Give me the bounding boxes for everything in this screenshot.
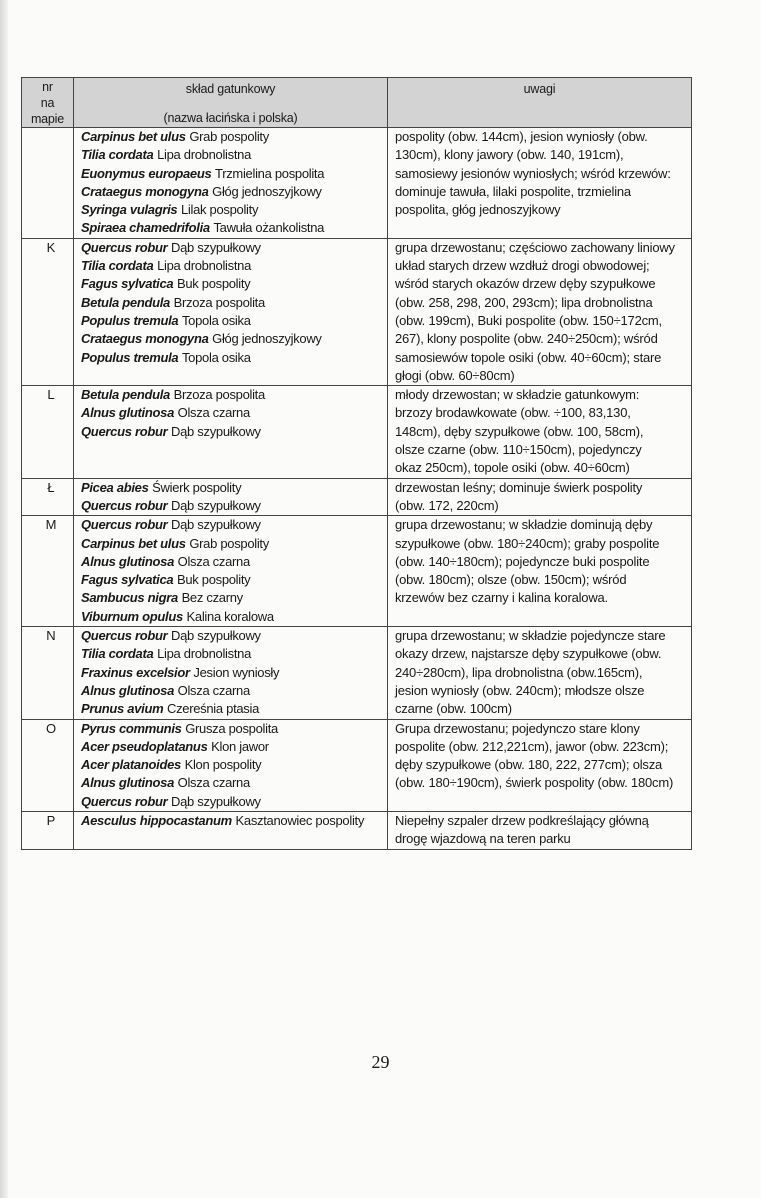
notes-line: Niepełny szpaler drzew podkreślający główną [395, 812, 649, 828]
latin-name: Crataegus monogyna [81, 183, 209, 199]
latin-name: Tilia cordata [81, 147, 154, 163]
map-number-cell: Ł [22, 478, 74, 516]
polish-name: Czereśnia ptasia [167, 701, 260, 717]
species-entry [81, 627, 387, 645]
notes-line: wśród starych okazów drzew dęby szypułkowe [395, 276, 656, 292]
species-entry [81, 146, 387, 164]
map-number-cell: P [22, 811, 74, 849]
species-table [21, 77, 692, 850]
notes-line: głogi (obw. 60÷80cm) [395, 367, 515, 383]
notes-line: 130cm), klony jawory (obw. 140, 191cm), [395, 147, 624, 163]
species-entry [81, 423, 387, 441]
species-entry [81, 219, 387, 237]
species-entry [81, 571, 387, 589]
species-entry [81, 682, 387, 700]
polish-name: Kasztanowiec pospolity [235, 812, 365, 828]
notes-line: 148cm), dęby szypułkowe (obw. 100, 58cm), [395, 423, 644, 439]
notes-cell [388, 386, 692, 478]
notes-line: układ starych drzew wzdłuż drogi obwodowej; [395, 258, 650, 274]
header-nr [22, 78, 74, 128]
species-entry [81, 201, 387, 219]
notes-line: drogę wjazdową na teren parku [395, 831, 571, 847]
polish-name: Olsza czarna [177, 775, 250, 791]
table-row [22, 478, 692, 516]
species-entry [81, 738, 387, 756]
latin-name: Spiraea chamedrifolia [81, 220, 210, 236]
species-entry [81, 312, 387, 330]
table-row [22, 516, 692, 627]
species-entry [81, 183, 387, 201]
latin-name: Carpinus bet ulus [81, 535, 186, 551]
notes-line: pospolite (obw. 212,221cm), jawor (obw. 223cm); [395, 738, 669, 754]
latin-name: Aesculus hippocastanum [81, 812, 232, 828]
header-nr-line: nr [42, 80, 53, 94]
polish-name: Dąb szypułkowy [171, 497, 261, 513]
species-entry [81, 774, 387, 792]
notes-line: (obw. 199cm), Buki pospolite (obw. 150÷172cm, [395, 312, 662, 328]
table-row [22, 719, 692, 811]
latin-name: Acer platanoides [81, 757, 181, 773]
polish-name: Olsza czarna [177, 682, 250, 698]
notes-line: dominuje tawuła, lilaki pospolite, trzmielina [395, 183, 631, 199]
polish-name: Brzoza pospolita [173, 294, 265, 310]
notes-line: samosiewów topole osiki (obw. 40÷60cm); stare [395, 349, 662, 365]
header-species-subtitle: (nazwa łacińska i polska) [163, 110, 298, 125]
notes-cell [388, 516, 692, 627]
notes-line: (obw. 180cm); olsze (obw. 150cm); wśród [395, 572, 627, 588]
latin-name: Viburnum opulus [81, 608, 183, 624]
latin-name: Alnus glutinosa [81, 405, 175, 421]
latin-name: Alnus glutinosa [81, 682, 175, 698]
notes-line: grupa drzewostanu; w składzie pojedyncze stare [395, 628, 666, 644]
species-entry [81, 275, 387, 293]
species-cell [74, 478, 388, 516]
table-row [22, 128, 692, 239]
notes-line: grupa drzewostanu; częściowo zachowany liniowy [395, 239, 675, 255]
header-species [74, 78, 388, 128]
notes-line: olsze czarne (obw. 110÷150cm), pojedynczy [395, 442, 642, 458]
polish-name: Grusza pospolita [185, 720, 278, 736]
latin-name: Quercus robur [81, 239, 168, 255]
polish-name: Głóg jednoszyjkowy [212, 331, 322, 347]
species-entry [81, 128, 387, 146]
polish-name: Grab pospolity [189, 129, 269, 144]
species-entry [81, 516, 387, 534]
species-cell [74, 719, 388, 811]
map-number-cell [22, 128, 74, 239]
notes-line: samosiewy jesionów wyniosłych; wśród krzewów: [395, 165, 671, 181]
species-entry [81, 553, 387, 571]
table-row [22, 386, 692, 478]
notes-line: grupa drzewostanu; w składzie dominują dęby [395, 517, 653, 533]
species-entry [81, 165, 387, 183]
notes-cell [388, 128, 692, 239]
latin-name: Quercus robur [81, 423, 168, 439]
species-cell [74, 516, 388, 627]
latin-name: Picea abies [81, 479, 149, 495]
polish-name: Lipa drobnolistna [157, 646, 251, 662]
species-entry [81, 479, 387, 497]
latin-name: Fraxinus excelsior [81, 664, 190, 680]
species-entry [81, 497, 387, 515]
species-entry [81, 700, 387, 718]
species-entry [81, 239, 387, 257]
notes-line: drzewostan leśny; dominuje świerk pospolity [395, 479, 643, 495]
table-row [22, 627, 692, 719]
notes-line: okaz 250cm), topole osiki (obw. 40÷60cm) [395, 460, 630, 476]
header-nr-line: na [40, 96, 55, 110]
latin-name: Populus tremula [81, 349, 179, 365]
table-body [22, 128, 692, 850]
notes-line: brzozy brodawkowate (obw. ÷100, 83,130, [395, 405, 631, 421]
notes-cell [388, 238, 692, 385]
table-row [22, 238, 692, 385]
notes-line: 267), klony pospolite (obw. 240÷250cm); wśród [395, 331, 658, 347]
polish-name: Olsza czarna [177, 553, 250, 569]
header-notes: uwagi [388, 78, 692, 128]
latin-name: Sambucus nigra [81, 590, 178, 606]
latin-name: Crataegus monogyna [81, 331, 209, 347]
species-entry [81, 404, 387, 422]
polish-name: Tawuła ożankolistna [213, 220, 325, 236]
latin-name: Fagus sylvatica [81, 572, 174, 588]
polish-name: Lipa drobnolistna [157, 258, 251, 274]
notes-line: okazy drzew, najstarsze dęby szypułkowe (obw. [395, 646, 662, 662]
latin-name: Alnus glutinosa [81, 553, 175, 569]
latin-name: Prunus avium [81, 701, 164, 717]
polish-name: Dąb szypułkowy [171, 423, 261, 439]
notes-line: (obw. 258, 298, 200, 293cm); lipa drobnolistna [395, 294, 653, 310]
polish-name: Klon pospolity [184, 757, 262, 773]
polish-name: Grab pospolity [189, 535, 269, 551]
latin-name: Quercus robur [81, 628, 168, 644]
polish-name: Jesion wyniosły [193, 664, 280, 680]
notes-line: młody drzewostan; w składzie gatunkowym: [395, 387, 640, 403]
latin-name: Quercus robur [81, 793, 168, 809]
species-cell [74, 811, 388, 849]
polish-name: Olsza czarna [177, 405, 250, 421]
latin-name: Carpinus bet ulus [81, 129, 186, 144]
polish-name: Buk pospolity [176, 276, 251, 292]
notes-line: dęby szypułkowe (obw. 180, 222, 277cm); olsza [395, 757, 663, 773]
species-cell [74, 386, 388, 478]
notes-line: 240÷280cm), lipa drobnolistna (obw.165cm), [395, 664, 643, 680]
polish-name: Brzoza pospolita [173, 387, 265, 403]
notes-line: krzewów bez czarny i kalina koralowa. [395, 590, 608, 606]
latin-name: Tilia cordata [81, 646, 154, 662]
map-number-cell: L [22, 386, 74, 478]
polish-name: Buk pospolity [176, 572, 251, 588]
latin-name: Quercus robur [81, 517, 168, 533]
polish-name: Klon jawor [211, 738, 269, 754]
species-entry [81, 294, 387, 312]
species-entry [81, 589, 387, 607]
latin-name: Betula pendula [81, 294, 170, 310]
species-entry [81, 756, 387, 774]
species-entry [81, 720, 387, 738]
notes-line: Grupa drzewostanu; pojedynczo stare klony [395, 720, 640, 736]
latin-name: Euonymus europaeus [81, 165, 212, 181]
species-cell [74, 238, 388, 385]
species-cell [74, 128, 388, 239]
page-number: 29 [371, 1052, 390, 1072]
polish-name: Głóg jednoszyjkowy [212, 183, 322, 199]
species-entry [81, 664, 387, 682]
notes-line: czarne (obw. 100cm) [395, 701, 512, 717]
notes-cell [388, 719, 692, 811]
species-entry [81, 257, 387, 275]
polish-name: Kalina koralowa [186, 608, 274, 624]
polish-name: Dąb szypułkowy [171, 793, 261, 809]
polish-name: Lipa drobnolistna [157, 147, 251, 163]
latin-name: Pyrus communis [81, 720, 182, 736]
page-edge-shadow [0, 0, 8, 1198]
map-number-cell: O [22, 719, 74, 811]
polish-name: Trzmielina pospolita [215, 165, 325, 181]
latin-name: Acer pseudoplatanus [81, 738, 208, 754]
polish-name: Topola osika [181, 349, 251, 365]
notes-line: szypułkowe (obw. 180÷240cm); graby pospolite [395, 535, 660, 551]
header-nr-line: mapie [30, 112, 65, 126]
latin-name: Alnus glutinosa [81, 775, 175, 791]
latin-name: Populus tremula [81, 312, 179, 328]
header-species-title: skład gatunkowy [185, 82, 276, 96]
species-entry [81, 330, 387, 348]
table-row [22, 811, 692, 849]
latin-name: Betula pendula [81, 387, 170, 403]
species-entry [81, 645, 387, 663]
species-entry [81, 535, 387, 553]
species-entry [81, 812, 387, 830]
map-number-cell: K [22, 238, 74, 385]
notes-line: (obw. 140÷180cm); pojedyncze buki pospolite [395, 553, 650, 569]
species-entry [81, 793, 387, 811]
latin-name: Fagus sylvatica [81, 276, 174, 292]
notes-cell [388, 627, 692, 719]
map-number-cell: N [22, 627, 74, 719]
polish-name: Dąb szypułkowy [171, 628, 261, 644]
species-cell [74, 627, 388, 719]
latin-name: Quercus robur [81, 497, 168, 513]
latin-name: Syringa vulagris [81, 202, 178, 218]
notes-cell [388, 478, 692, 516]
species-entry [81, 349, 387, 367]
polish-name: Topola osika [181, 312, 251, 328]
polish-name: Dąb szypułkowy [171, 239, 261, 255]
notes-line: pospolity (obw. 144cm), jesion wyniosły (obw. [395, 129, 648, 144]
table-header [22, 78, 692, 128]
notes-cell [388, 811, 692, 849]
polish-name: Lilak pospolity [180, 202, 259, 218]
species-entry [81, 386, 387, 404]
notes-line: (obw. 180÷190cm), świerk pospolity (obw. 180cm) [395, 775, 674, 791]
latin-name: Tilia cordata [81, 258, 154, 274]
notes-line: (obw. 172, 220cm) [395, 497, 499, 513]
species-entry [81, 608, 387, 626]
map-number-cell: M [22, 516, 74, 627]
notes-line: pospolita, głóg jednoszyjkowy [395, 202, 561, 218]
polish-name: Dąb szypułkowy [171, 517, 261, 533]
polish-name: Świerk pospolity [152, 479, 242, 495]
notes-line: jesion wyniosły (obw. 240cm); młodsze olsze [395, 682, 645, 698]
polish-name: Bez czarny [181, 590, 243, 606]
